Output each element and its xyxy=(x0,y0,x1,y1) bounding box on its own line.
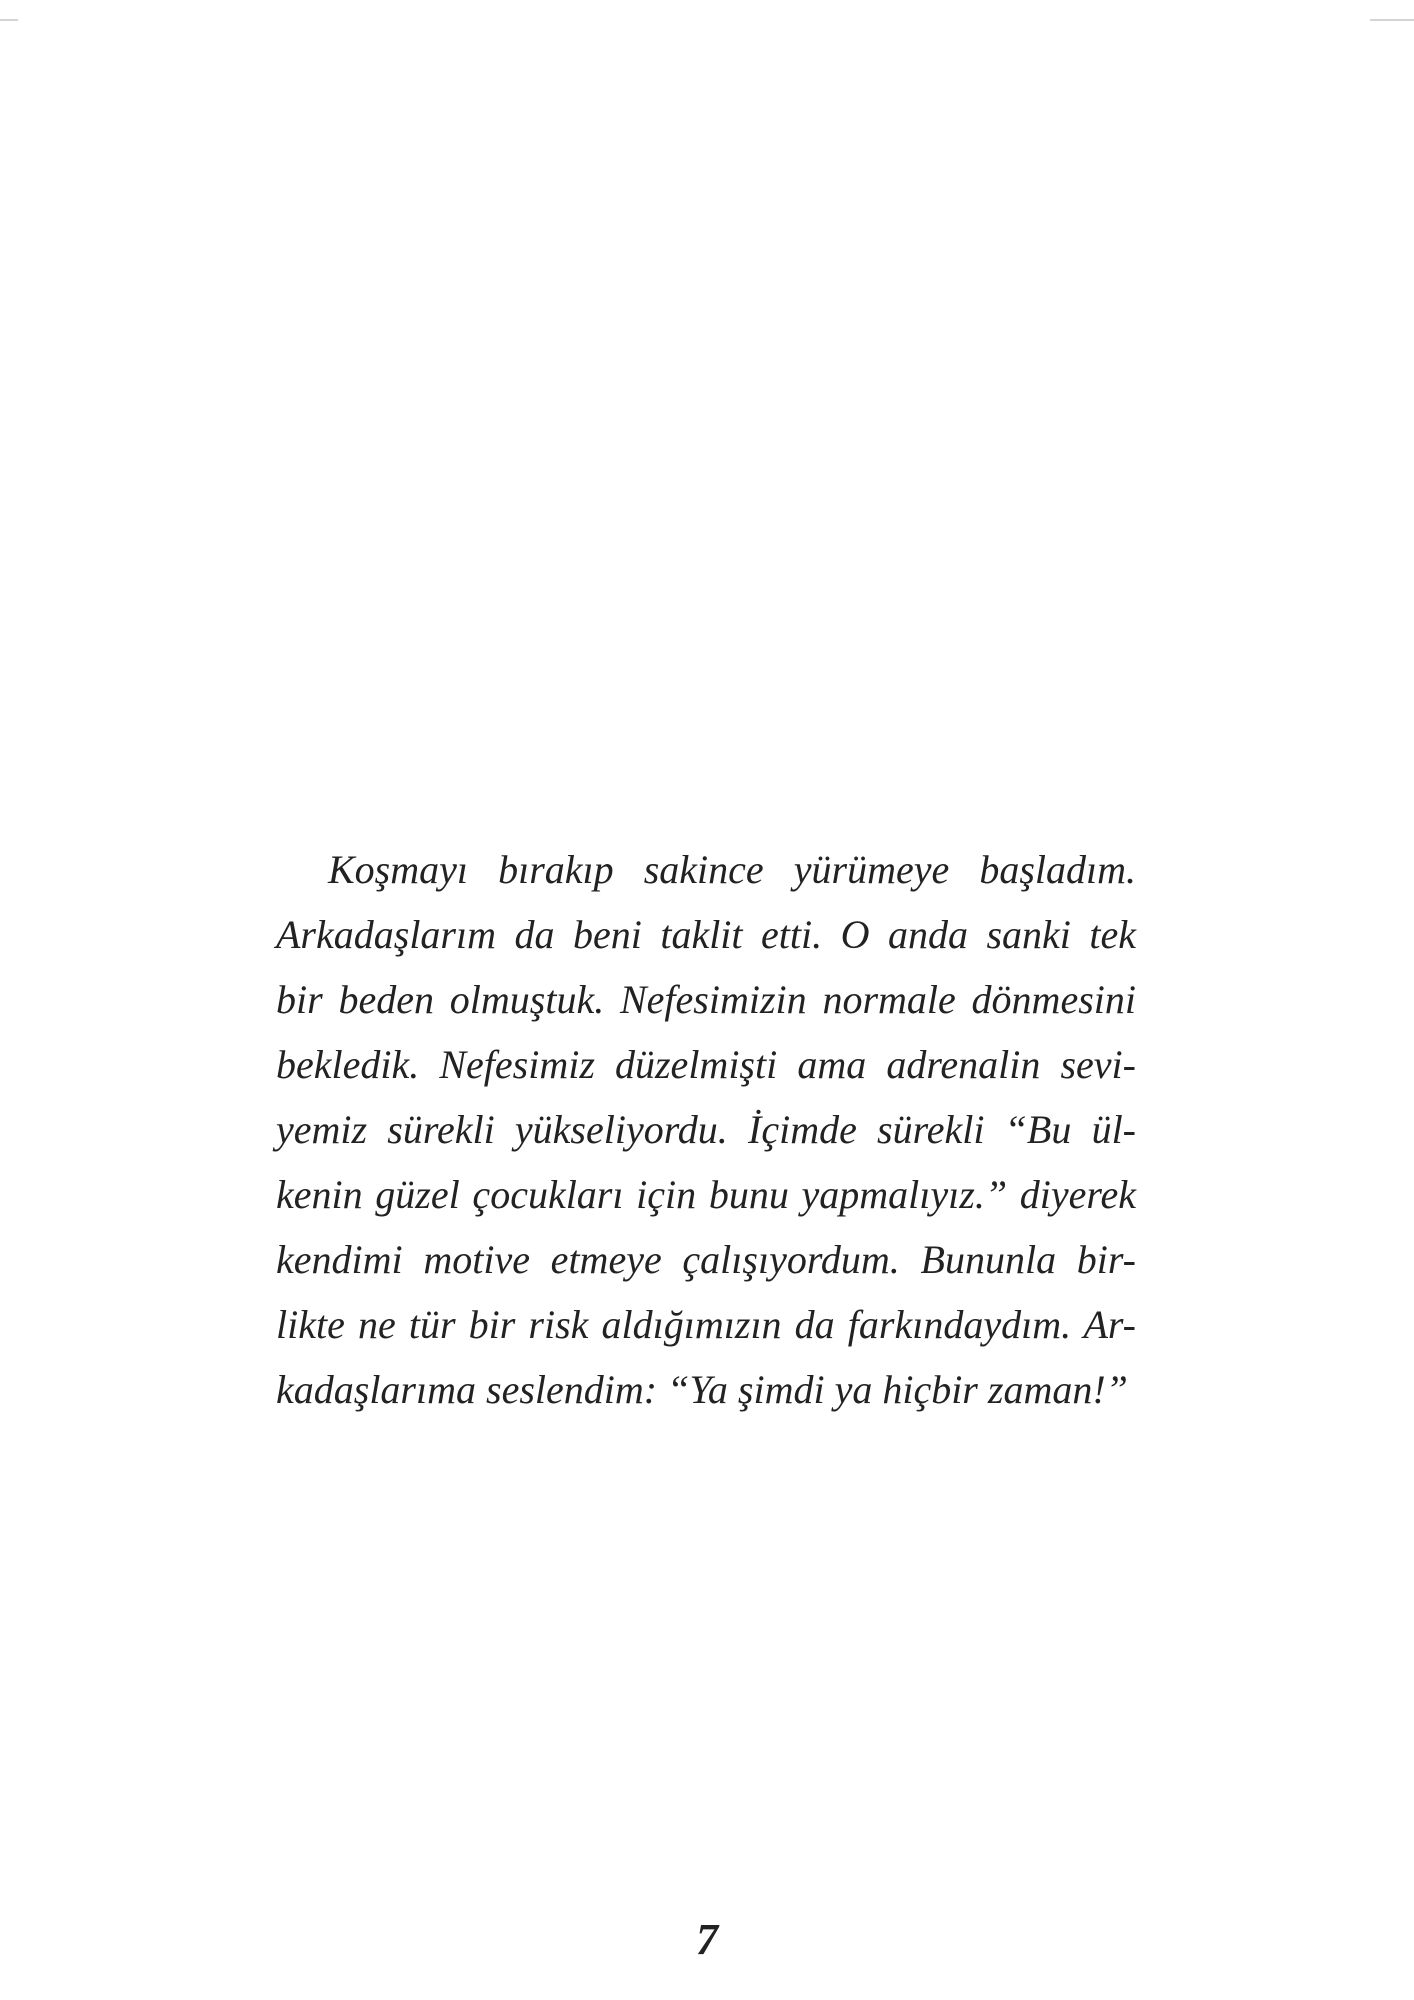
page-number: 7 xyxy=(696,1915,718,1964)
paragraph-line: bir beden olmuştuk. Nefesimizin normale dönmesini xyxy=(276,977,1136,1022)
paragraph-line: Arkadaşlarım da beni taklit etti. O anda sanki tek xyxy=(276,912,1136,957)
crop-mark-left xyxy=(0,19,18,21)
paragraph-line: Koşmayı bırakıp sakince yürümeye başladım. xyxy=(328,847,1136,892)
paragraph-line: kadaşlarıma seslendim: “Ya şimdi ya hiçbir zaman!” xyxy=(276,1367,1128,1412)
paragraph-line: bekledik. Nefesimiz düzelmişti ama adrenalin sevi- xyxy=(276,1042,1136,1087)
paragraph-line: kendimi motive etmeye çalışıyordum. Bununla bir- xyxy=(276,1237,1136,1282)
paragraph-line: likte ne tür bir risk aldığımızın da farkındaydım. Ar- xyxy=(276,1302,1136,1347)
paragraph-line: yemiz sürekli yükseliyordu. İçimde sürekli “Bu ül- xyxy=(276,1107,1136,1152)
paragraph-line: kenin güzel çocukları için bunu yapmalıyız.” diyerek xyxy=(276,1172,1136,1217)
body-paragraph xyxy=(276,837,1136,1422)
crop-mark-right xyxy=(1370,19,1414,21)
